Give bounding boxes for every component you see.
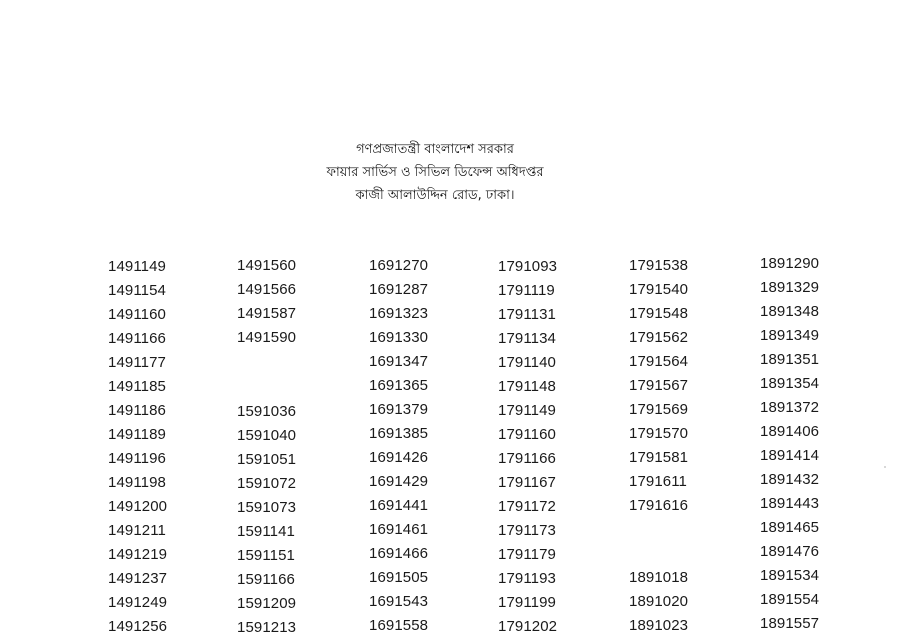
roll-number: 1791140 xyxy=(498,354,556,371)
roll-number: 1791540 xyxy=(629,281,689,298)
scan-speck xyxy=(884,466,886,468)
roll-number: 1491166 xyxy=(108,330,166,347)
roll-number: 1791611 xyxy=(629,473,687,490)
roll-number: 1691461 xyxy=(369,521,429,538)
roll-number: 1791199 xyxy=(498,594,556,611)
roll-number: 1791616 xyxy=(629,497,689,514)
roll-number: 1491237 xyxy=(108,570,168,587)
roll-number: 1791173 xyxy=(498,522,556,539)
roll-number: 1791567 xyxy=(629,377,689,394)
roll-number: 1491198 xyxy=(108,474,166,491)
roll-number: 1791134 xyxy=(498,330,556,347)
roll-number: 1891554 xyxy=(760,591,820,608)
roll-number: 1891432 xyxy=(760,471,820,488)
roll-number: 1491566 xyxy=(237,281,297,298)
roll-number: 1591051 xyxy=(237,451,297,468)
roll-number xyxy=(629,542,688,566)
roll-number: 1691543 xyxy=(369,593,429,610)
roll-number: 1791193 xyxy=(498,570,556,587)
roll-number: 1491185 xyxy=(108,378,166,395)
roll-number-column-2 xyxy=(237,254,296,632)
roll-number: 1491149 xyxy=(108,258,166,275)
roll-number: 1891465 xyxy=(760,519,820,536)
roll-number: 1691330 xyxy=(369,329,429,346)
roll-number: 1491154 xyxy=(108,282,166,299)
roll-number: 1491177 xyxy=(108,354,166,371)
roll-number: 1891406 xyxy=(760,423,820,440)
roll-number: 1791569 xyxy=(629,401,689,418)
roll-number: 1491590 xyxy=(237,329,297,346)
roll-number: 1691505 xyxy=(369,569,429,586)
roll-number: 1691429 xyxy=(369,473,429,490)
roll-number: 1691441 xyxy=(369,497,429,514)
roll-number-column-1 xyxy=(108,255,167,632)
roll-number: 1891414 xyxy=(760,447,820,464)
roll-number: 1491219 xyxy=(108,546,168,563)
roll-number: 1791202 xyxy=(498,618,558,632)
roll-number: 1891443 xyxy=(760,495,820,512)
roll-number: 1791148 xyxy=(498,378,556,395)
roll-number: 1791564 xyxy=(629,353,689,370)
government-title: গণপ্রজাতন্ত্রী বাংলাদেশ সরকার xyxy=(356,142,514,157)
roll-number: 1591040 xyxy=(237,427,297,444)
roll-number: 1891348 xyxy=(760,303,820,320)
roll-number: 1791179 xyxy=(498,546,556,563)
roll-number: 1891018 xyxy=(629,569,689,586)
roll-number: 1791149 xyxy=(498,402,556,419)
roll-number: 1791570 xyxy=(629,425,689,442)
roll-number: 1591209 xyxy=(237,595,297,612)
roll-number: 1791581 xyxy=(629,449,689,466)
roll-number: 1591141 xyxy=(237,523,295,540)
roll-number: 1891329 xyxy=(760,279,820,296)
roll-number: 1691426 xyxy=(369,449,429,466)
roll-number: 1491189 xyxy=(108,426,166,443)
department-title: ফায়ার সার্ভিস ও সিভিল ডিফেন্স অধিদপ্তর xyxy=(326,165,544,180)
address-line: কাজী আলাউদ্দিন রোড, ঢাকা। xyxy=(355,188,515,203)
roll-number: 1891476 xyxy=(760,543,820,560)
roll-number: 1791167 xyxy=(498,474,556,491)
roll-number: 1491200 xyxy=(108,498,168,515)
roll-number: 1891534 xyxy=(760,567,820,584)
roll-number-column-5 xyxy=(629,254,688,632)
roll-number: 1791172 xyxy=(498,498,556,515)
roll-number-column-4 xyxy=(498,255,557,632)
roll-number: 1691466 xyxy=(369,545,429,562)
roll-number: 1891290 xyxy=(760,255,820,272)
roll-number: 1891557 xyxy=(760,615,820,632)
roll-number: 1491587 xyxy=(237,305,297,322)
roll-number: 1891023 xyxy=(629,617,689,632)
roll-number: 1591166 xyxy=(237,571,295,588)
document-header xyxy=(0,138,870,207)
roll-number: 1591151 xyxy=(237,547,295,564)
roll-number: 1491560 xyxy=(237,257,297,274)
roll-number: 1491160 xyxy=(108,306,166,323)
roll-number xyxy=(237,374,296,398)
roll-number-column-3 xyxy=(369,254,428,632)
roll-number: 1491211 xyxy=(108,522,166,539)
roll-number xyxy=(629,518,688,542)
roll-number: 1591213 xyxy=(237,619,297,632)
roll-number: 1491186 xyxy=(108,402,166,419)
roll-number: 1791131 xyxy=(498,306,556,323)
roll-number: 1691347 xyxy=(369,353,429,370)
roll-number: 1491256 xyxy=(108,618,168,632)
roll-number: 1791538 xyxy=(629,257,689,274)
roll-number: 1491196 xyxy=(108,450,166,467)
roll-number: 1491249 xyxy=(108,594,168,611)
roll-number: 1791093 xyxy=(498,258,558,275)
roll-number: 1891351 xyxy=(760,351,820,368)
roll-number: 1591036 xyxy=(237,403,297,420)
roll-number: 1791119 xyxy=(498,282,555,299)
roll-number: 1691558 xyxy=(369,617,429,632)
roll-number: 1591072 xyxy=(237,475,297,492)
roll-number xyxy=(237,350,296,374)
roll-number: 1891354 xyxy=(760,375,820,392)
roll-number: 1691385 xyxy=(369,425,429,442)
roll-number: 1791166 xyxy=(498,450,556,467)
roll-number: 1791548 xyxy=(629,305,689,322)
roll-number: 1691287 xyxy=(369,281,429,298)
roll-number: 1591073 xyxy=(237,499,297,516)
roll-number: 1791160 xyxy=(498,426,556,443)
roll-number: 1791562 xyxy=(629,329,689,346)
roll-number: 1891372 xyxy=(760,399,820,416)
roll-number: 1891349 xyxy=(760,327,820,344)
roll-number: 1691379 xyxy=(369,401,429,418)
roll-number: 1691323 xyxy=(369,305,429,322)
roll-number: 1691365 xyxy=(369,377,429,394)
roll-number: 1691270 xyxy=(369,257,429,274)
roll-number: 1891020 xyxy=(629,593,689,610)
roll-number-column-6 xyxy=(760,252,819,632)
